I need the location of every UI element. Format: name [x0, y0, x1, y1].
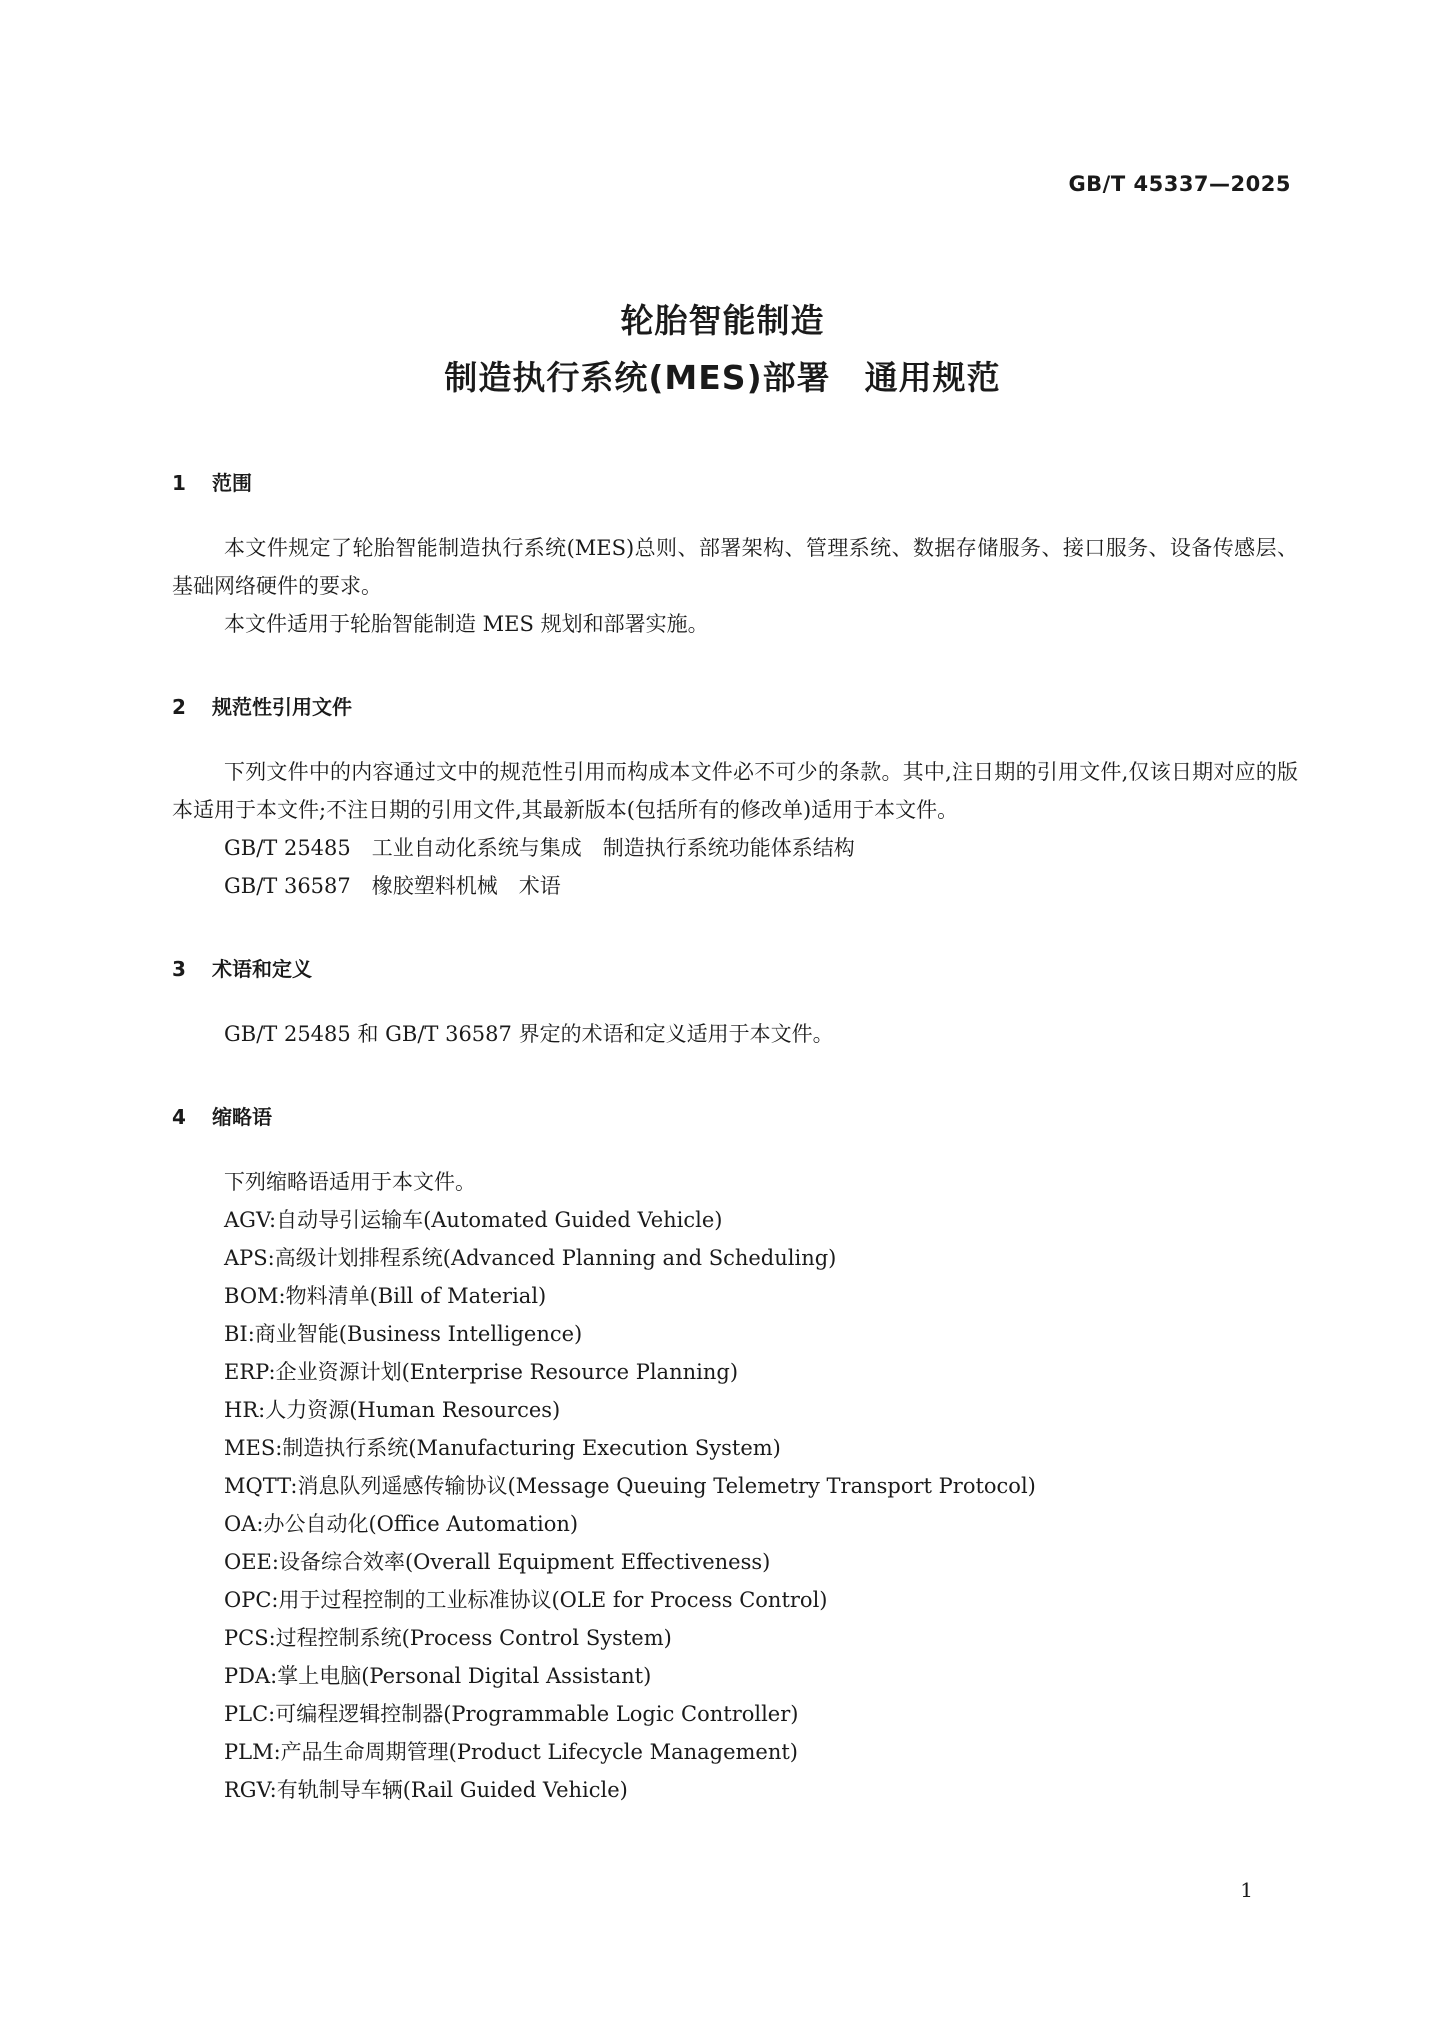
abbreviation-item: BI:商业智能(Business Intelligence): [224, 1322, 583, 1346]
section-number: 4: [172, 1105, 186, 1129]
abbreviation-item: BOM:物料清单(Bill of Material): [224, 1284, 547, 1308]
paragraph: 本文件适用于轮胎智能制造 MES 规划和部署实施。: [224, 612, 709, 636]
section-title: 术语和定义: [212, 957, 312, 981]
abbreviation-item: PLC:可编程逻辑控制器(Programmable Logic Controller): [224, 1702, 799, 1726]
reference-item: GB/T 25485 工业自动化系统与集成 制造执行系统功能体系结构: [224, 836, 855, 860]
paragraph: GB/T 25485 和 GB/T 36587 界定的术语和定义适用于本文件。: [224, 1022, 834, 1046]
abbreviation-item: APS:高级计划排程系统(Advanced Planning and Scheduling): [224, 1246, 837, 1270]
abbreviation-item: PCS:过程控制系统(Process Control System): [224, 1626, 672, 1650]
abbreviation-item: MES:制造执行系统(Manufacturing Execution System): [224, 1436, 781, 1460]
page-number: 1: [1240, 1878, 1253, 1902]
document-title: [0, 292, 1445, 406]
standard-code: GB/T 45337—2025: [1068, 172, 1291, 196]
abbreviation-item: PLM:产品生命周期管理(Product Lifecycle Management): [224, 1740, 799, 1764]
abbreviation-item: HR:人力资源(Human Resources): [224, 1398, 561, 1422]
section-title: 范围: [212, 471, 252, 495]
abbreviation-item: AGV:自动导引运输车(Automated Guided Vehicle): [224, 1208, 723, 1232]
section-heading-scope: [172, 455, 1298, 529]
section-heading-normative-references: [172, 679, 1298, 753]
section-number: 2: [172, 695, 186, 719]
abbreviation-item: ERP:企业资源计划(Enterprise Resource Planning): [224, 1360, 739, 1384]
paragraph: 本文件规定了轮胎智能制造执行系统(MES)总则、部署架构、管理系统、数据存储服务、接口服务、设备传感层、基础网络硬件的要求。: [172, 536, 1298, 598]
abbreviation-item: MQTT:消息队列遥感传输协议(Message Queuing Telemetry Transport Protocol): [224, 1474, 1036, 1498]
abbreviation-item: RGV:有轨制导车辆(Rail Guided Vehicle): [224, 1778, 628, 1802]
title-line-1: 轮胎智能制造: [620, 301, 825, 340]
section-heading-abbreviations: [172, 1089, 1298, 1163]
abbreviation-item: OEE:设备综合效率(Overall Equipment Effectiveness): [224, 1550, 771, 1574]
abbreviation-item: OA:办公自动化(Office Automation): [224, 1512, 579, 1536]
section-title: 规范性引用文件: [212, 695, 352, 719]
section-heading-terms: [172, 941, 1298, 1015]
section-title: 缩略语: [212, 1105, 272, 1129]
section-number: 1: [172, 471, 186, 495]
reference-item: GB/T 36587 橡胶塑料机械 术语: [224, 874, 561, 898]
abbreviation-item: OPC:用于过程控制的工业标准协议(OLE for Process Control): [224, 1588, 828, 1612]
title-line-2: 制造执行系统(MES)部署 通用规范: [444, 358, 1001, 397]
paragraph: 下列文件中的内容通过文中的规范性引用而构成本文件必不可少的条款。其中,注日期的引用文件,仅该日期对应的版本适用于本文件;不注日期的引用文件,其最新版本(包括所有的修改单)适用于本文件。: [172, 760, 1298, 822]
section-number: 3: [172, 957, 186, 981]
abbreviation-item: PDA:掌上电脑(Personal Digital Assistant): [224, 1664, 652, 1688]
document-body: [172, 455, 1298, 1809]
abbreviations-intro: 下列缩略语适用于本文件。: [224, 1170, 476, 1194]
